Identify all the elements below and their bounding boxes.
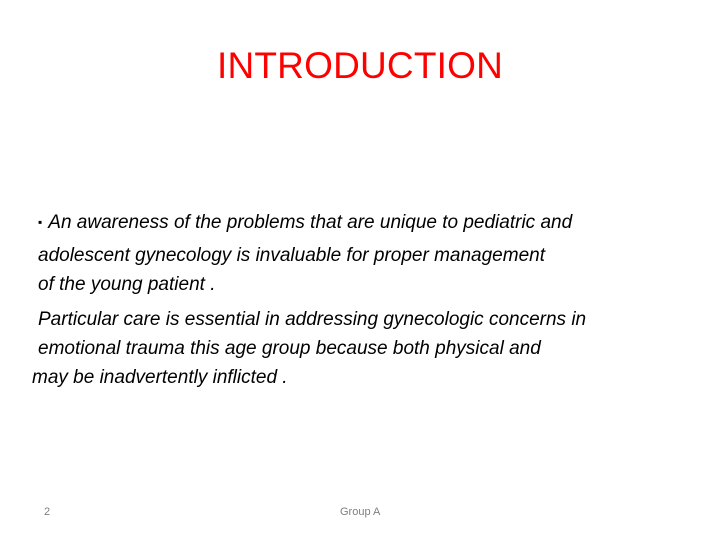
body-line-5: emotional trauma this age group because both physical and [38, 338, 541, 359]
footer-group-label: Group A [340, 506, 381, 518]
body-line-3: of the young patient . [38, 274, 216, 295]
body-line-1-text: An awareness of the problems that are unique to pediatric and [48, 212, 573, 233]
slide-number: 2 [44, 506, 51, 518]
body-line-2: adolescent gynecology is invaluable for proper management [38, 245, 545, 266]
bullet-square-icon: ▪ [38, 215, 43, 229]
body-line-6: may be inadvertently inflicted . [32, 367, 288, 388]
slide-title: INTRODUCTION [216, 45, 504, 86]
body-line-4: Particular care is essential in addressing gynecologic concerns in [38, 309, 587, 330]
body-line-1 [38, 210, 572, 235]
